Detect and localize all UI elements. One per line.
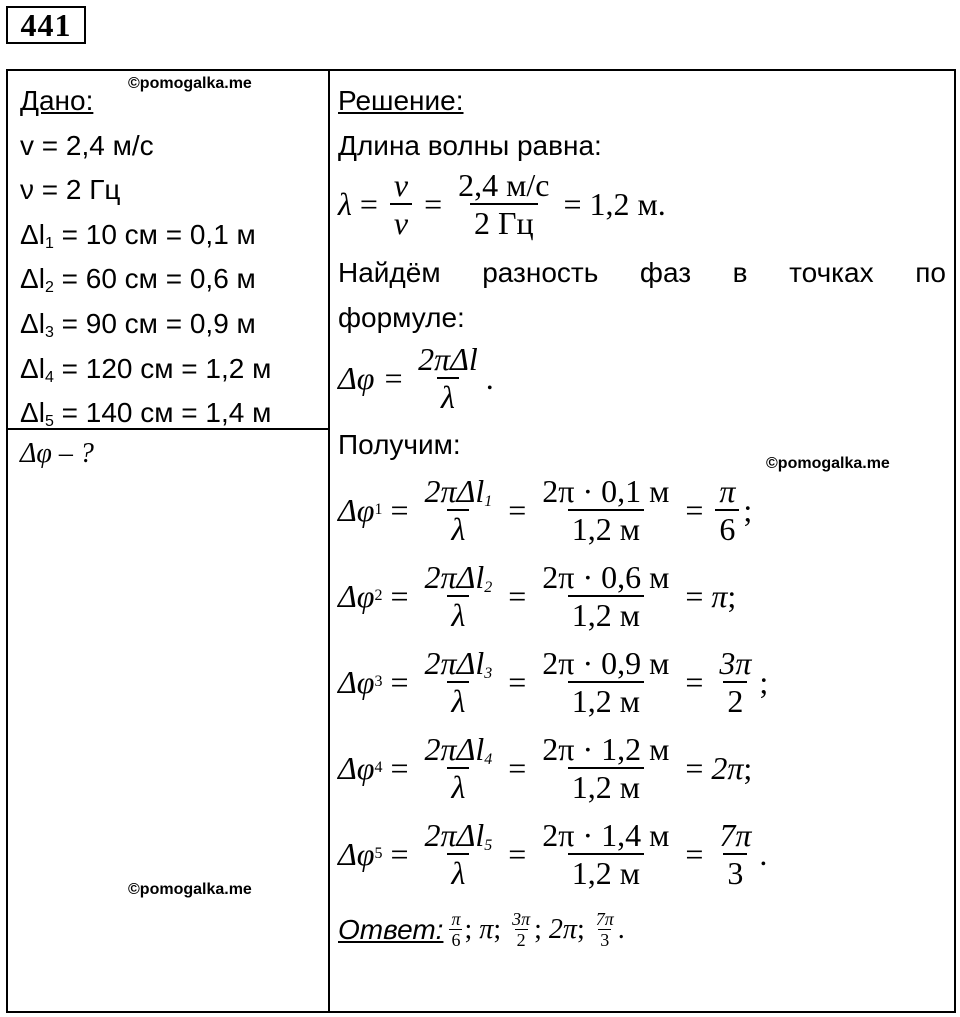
solution-text: Получим: bbox=[338, 429, 461, 460]
given-row: $\Delta l_3 = 90$ см = 0,9 м bbox=[20, 307, 256, 341]
problem-number: 441 bbox=[6, 6, 86, 44]
phase-formula: Δφ = $\frac{\text{2πΔl}}{\lambda}$ . bbox=[338, 341, 494, 415]
solution-text: Найдём разность фаз в точках по bbox=[338, 257, 946, 288]
result-row-2: Δφ 2 = $\frac{2\pi\Delta l_2}{\lambda}$ = $\frac{2\pi \cdot 0,6 м}{1,2 м}$ = π ; bbox=[338, 559, 737, 633]
given-section bbox=[20, 79, 271, 436]
given-header: Дано: bbox=[20, 85, 94, 116]
result-row-5: Δφ 5 = $\frac{2\pi\Delta l_5}{\lambda}$ = $\frac{2\pi \cdot 1,4 м}{1,2 м}$ = $\frac{7\pi}{3}$ . bbox=[338, 817, 768, 891]
watermark: ©pomogalka.me bbox=[128, 881, 252, 898]
watermark: ©pomogalka.me bbox=[128, 75, 252, 92]
given-row: $\Delta l_2 = 60$ см = 0,6 м bbox=[20, 263, 256, 297]
result-row-4: Δφ 4 = $\frac{2\pi\Delta l_4}{\lambda}$ = $\frac{2\pi \cdot 1,2 м}{1,2 м}$ = 2π ; bbox=[338, 731, 753, 805]
solution-text: формуле: bbox=[338, 301, 465, 333]
find-label: Δφ – ? bbox=[20, 438, 94, 469]
solution-text-block bbox=[338, 251, 946, 340]
result-row-1: Δφ 1 = $\frac{2\pi\Delta l_1}{\lambda}$ = $\frac{2\pi \cdot 0,1 м}{1,2 м}$ = $\frac{\pi}{6}$ ; bbox=[338, 473, 753, 547]
given-row: $\Delta l_5 = 140$ см = 1,4 м bbox=[20, 397, 272, 431]
wavelength-formula: λ = $\frac{v}{\nu}$ = $\frac{2,4 м/с}{2 Гц}$ = 1,2 м. bbox=[338, 167, 666, 241]
given-row: $\Delta l_4 = 120$ см = 1,2 м bbox=[20, 352, 272, 386]
column-divider bbox=[328, 71, 330, 1011]
answer-label: Ответ: bbox=[338, 913, 444, 945]
solution-section bbox=[338, 79, 946, 168]
answer-line: Ответ: $\frac{\pi}{6}$ ; π ; $\frac{3\pi}{2}$ ; 2π ; $\frac{7\pi}{3}$ . bbox=[338, 909, 625, 950]
solution-text: Длина волны равна: bbox=[338, 129, 602, 161]
given-row: $\Delta l_1 = 10$ см = 0,1 м bbox=[20, 218, 256, 252]
given-row: v = 2,4 м/с bbox=[20, 129, 154, 161]
solution-text-block bbox=[338, 423, 946, 468]
watermark: ©pomogalka.me bbox=[766, 455, 890, 472]
solution-table bbox=[6, 69, 956, 1013]
solution-header: Решение: bbox=[338, 85, 464, 116]
given-row: ν = 2 Гц bbox=[20, 174, 121, 206]
result-row-3: Δφ 3 = $\frac{2\pi\Delta l_3}{\lambda}$ = $\frac{2\pi \cdot 0,9 м}{1,2 м}$ = $\frac{3\pi}{2}$ ; bbox=[338, 645, 769, 719]
